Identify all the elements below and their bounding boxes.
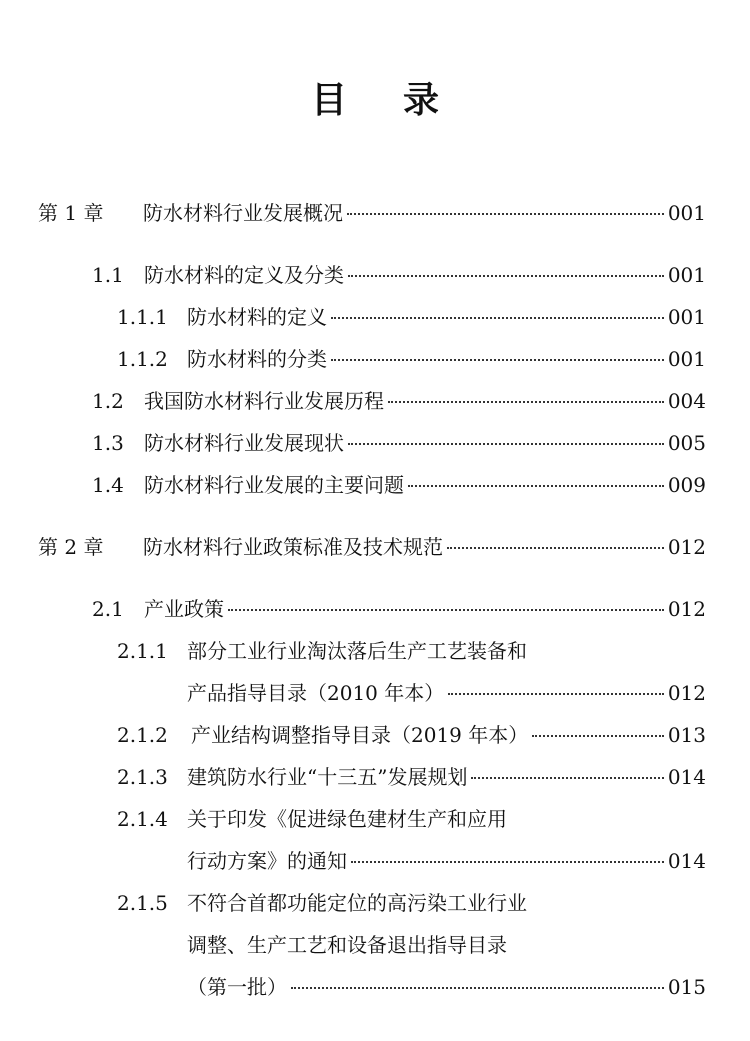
toc-entry-2-1-1-first-line[interactable] — [117, 638, 527, 664]
toc-leader-dots — [471, 776, 663, 779]
toc-page-number: 001 — [667, 305, 706, 329]
toc-entry-2-1-1[interactable] — [187, 680, 706, 706]
toc-entry-1-3[interactable] — [92, 430, 706, 456]
toc-title: 我国防水材料行业发展历程 — [144, 389, 384, 413]
toc-title: 行动方案》的通知 — [187, 849, 347, 873]
toc-page-number: 001 — [667, 201, 706, 225]
page-title: 目录 — [310, 80, 495, 121]
toc-leader-dots — [331, 358, 664, 361]
toc-title: 防水材料的定义 — [187, 305, 327, 329]
toc-number: 1.1.2 — [117, 347, 168, 371]
toc-page-number: 012 — [667, 597, 706, 621]
toc-number: 1.2 — [92, 389, 124, 413]
toc-title: 防水材料行业发展概况 — [143, 201, 343, 225]
toc-number: 2.1.5 — [117, 891, 168, 915]
toc-page-number: 014 — [667, 849, 706, 873]
toc-number: 1.3 — [92, 431, 124, 455]
toc-leader-dots — [532, 734, 664, 737]
toc-entry-2-1-5-first-line[interactable] — [117, 890, 527, 916]
toc-leader-dots — [408, 484, 664, 487]
toc-page-number: 009 — [667, 473, 706, 497]
toc-leader-dots — [291, 986, 664, 989]
toc-title: 产品指导目录（2010 年本） — [187, 681, 445, 705]
toc-title: （第一批） — [187, 975, 287, 999]
toc-leader-dots — [348, 442, 664, 445]
toc-page-number: 012 — [667, 535, 706, 559]
toc-page-number: 013 — [667, 723, 706, 747]
toc-number: 1.1.1 — [117, 305, 168, 329]
toc-number: 2.1.1 — [117, 639, 168, 663]
toc-leader-dots — [331, 316, 664, 319]
toc-entry-2-1-5-second-line[interactable] — [187, 932, 507, 958]
toc-title: 防水材料行业政策标准及技术规范 — [143, 535, 443, 559]
toc-title: 建筑防水行业“十三五”发展规划 — [187, 765, 468, 789]
toc-page-number: 005 — [667, 431, 706, 455]
toc-entry-1-1[interactable] — [92, 262, 706, 288]
toc-title: 产业结构调整指导目录（2019 年本） — [191, 723, 529, 747]
toc-leader-dots — [448, 692, 664, 695]
toc-page-number: 001 — [667, 263, 706, 287]
toc-title: 产业政策 — [144, 597, 224, 621]
toc-title-line: 调整、生产工艺和设备退出指导目录 — [187, 933, 507, 957]
toc-number: 2.1.2 — [117, 723, 168, 747]
toc-title: 防水材料的定义及分类 — [144, 263, 344, 287]
toc-number: 2.1.3 — [117, 765, 168, 789]
toc-entry-1-4[interactable] — [92, 472, 706, 498]
toc-leader-dots — [228, 608, 664, 611]
toc-leader-dots — [348, 274, 664, 277]
toc-title: 防水材料行业发展的主要问题 — [144, 473, 404, 497]
toc-leader-dots — [388, 400, 664, 403]
toc-entry-1-1-2[interactable] — [117, 346, 706, 372]
toc-number: 第 2 章 — [38, 535, 104, 559]
toc-number: 2.1.4 — [117, 807, 168, 831]
toc-entry-2-1-3[interactable] — [117, 764, 706, 790]
toc-title-line: 部分工业行业淘汰落后生产工艺装备和 — [187, 639, 527, 663]
toc-number: 2.1 — [92, 597, 124, 621]
toc-entry-1-2[interactable] — [92, 388, 706, 414]
toc-leader-dots — [447, 546, 664, 549]
toc-entry-2-1[interactable] — [92, 596, 706, 622]
toc-title: 防水材料的分类 — [187, 347, 327, 371]
toc-title-line: 不符合首都功能定位的高污染工业行业 — [187, 891, 527, 915]
toc-number: 1.4 — [92, 473, 124, 497]
toc-entry-chapter-1[interactable] — [38, 200, 706, 226]
toc-entry-2-1-5[interactable] — [187, 974, 706, 1000]
toc-page-number: 012 — [667, 681, 706, 705]
toc-page-number: 001 — [667, 347, 706, 371]
toc-title-line: 关于印发《促进绿色建材生产和应用 — [187, 807, 507, 831]
toc-entry-chapter-2[interactable] — [38, 534, 706, 560]
toc-title: 防水材料行业发展现状 — [144, 431, 344, 455]
toc-number: 第 1 章 — [38, 201, 104, 225]
toc-leader-dots — [347, 212, 664, 215]
toc-entry-2-1-4-first-line[interactable] — [117, 806, 507, 832]
toc-page-number: 015 — [667, 975, 706, 999]
toc-page-number: 014 — [667, 765, 706, 789]
toc-entry-2-1-2[interactable] — [117, 722, 706, 748]
toc-number: 1.1 — [92, 263, 124, 287]
toc-entry-1-1-1[interactable] — [117, 304, 706, 330]
toc-entry-2-1-4[interactable] — [187, 848, 706, 874]
toc-page-number: 004 — [667, 389, 706, 413]
toc-leader-dots — [351, 860, 664, 863]
